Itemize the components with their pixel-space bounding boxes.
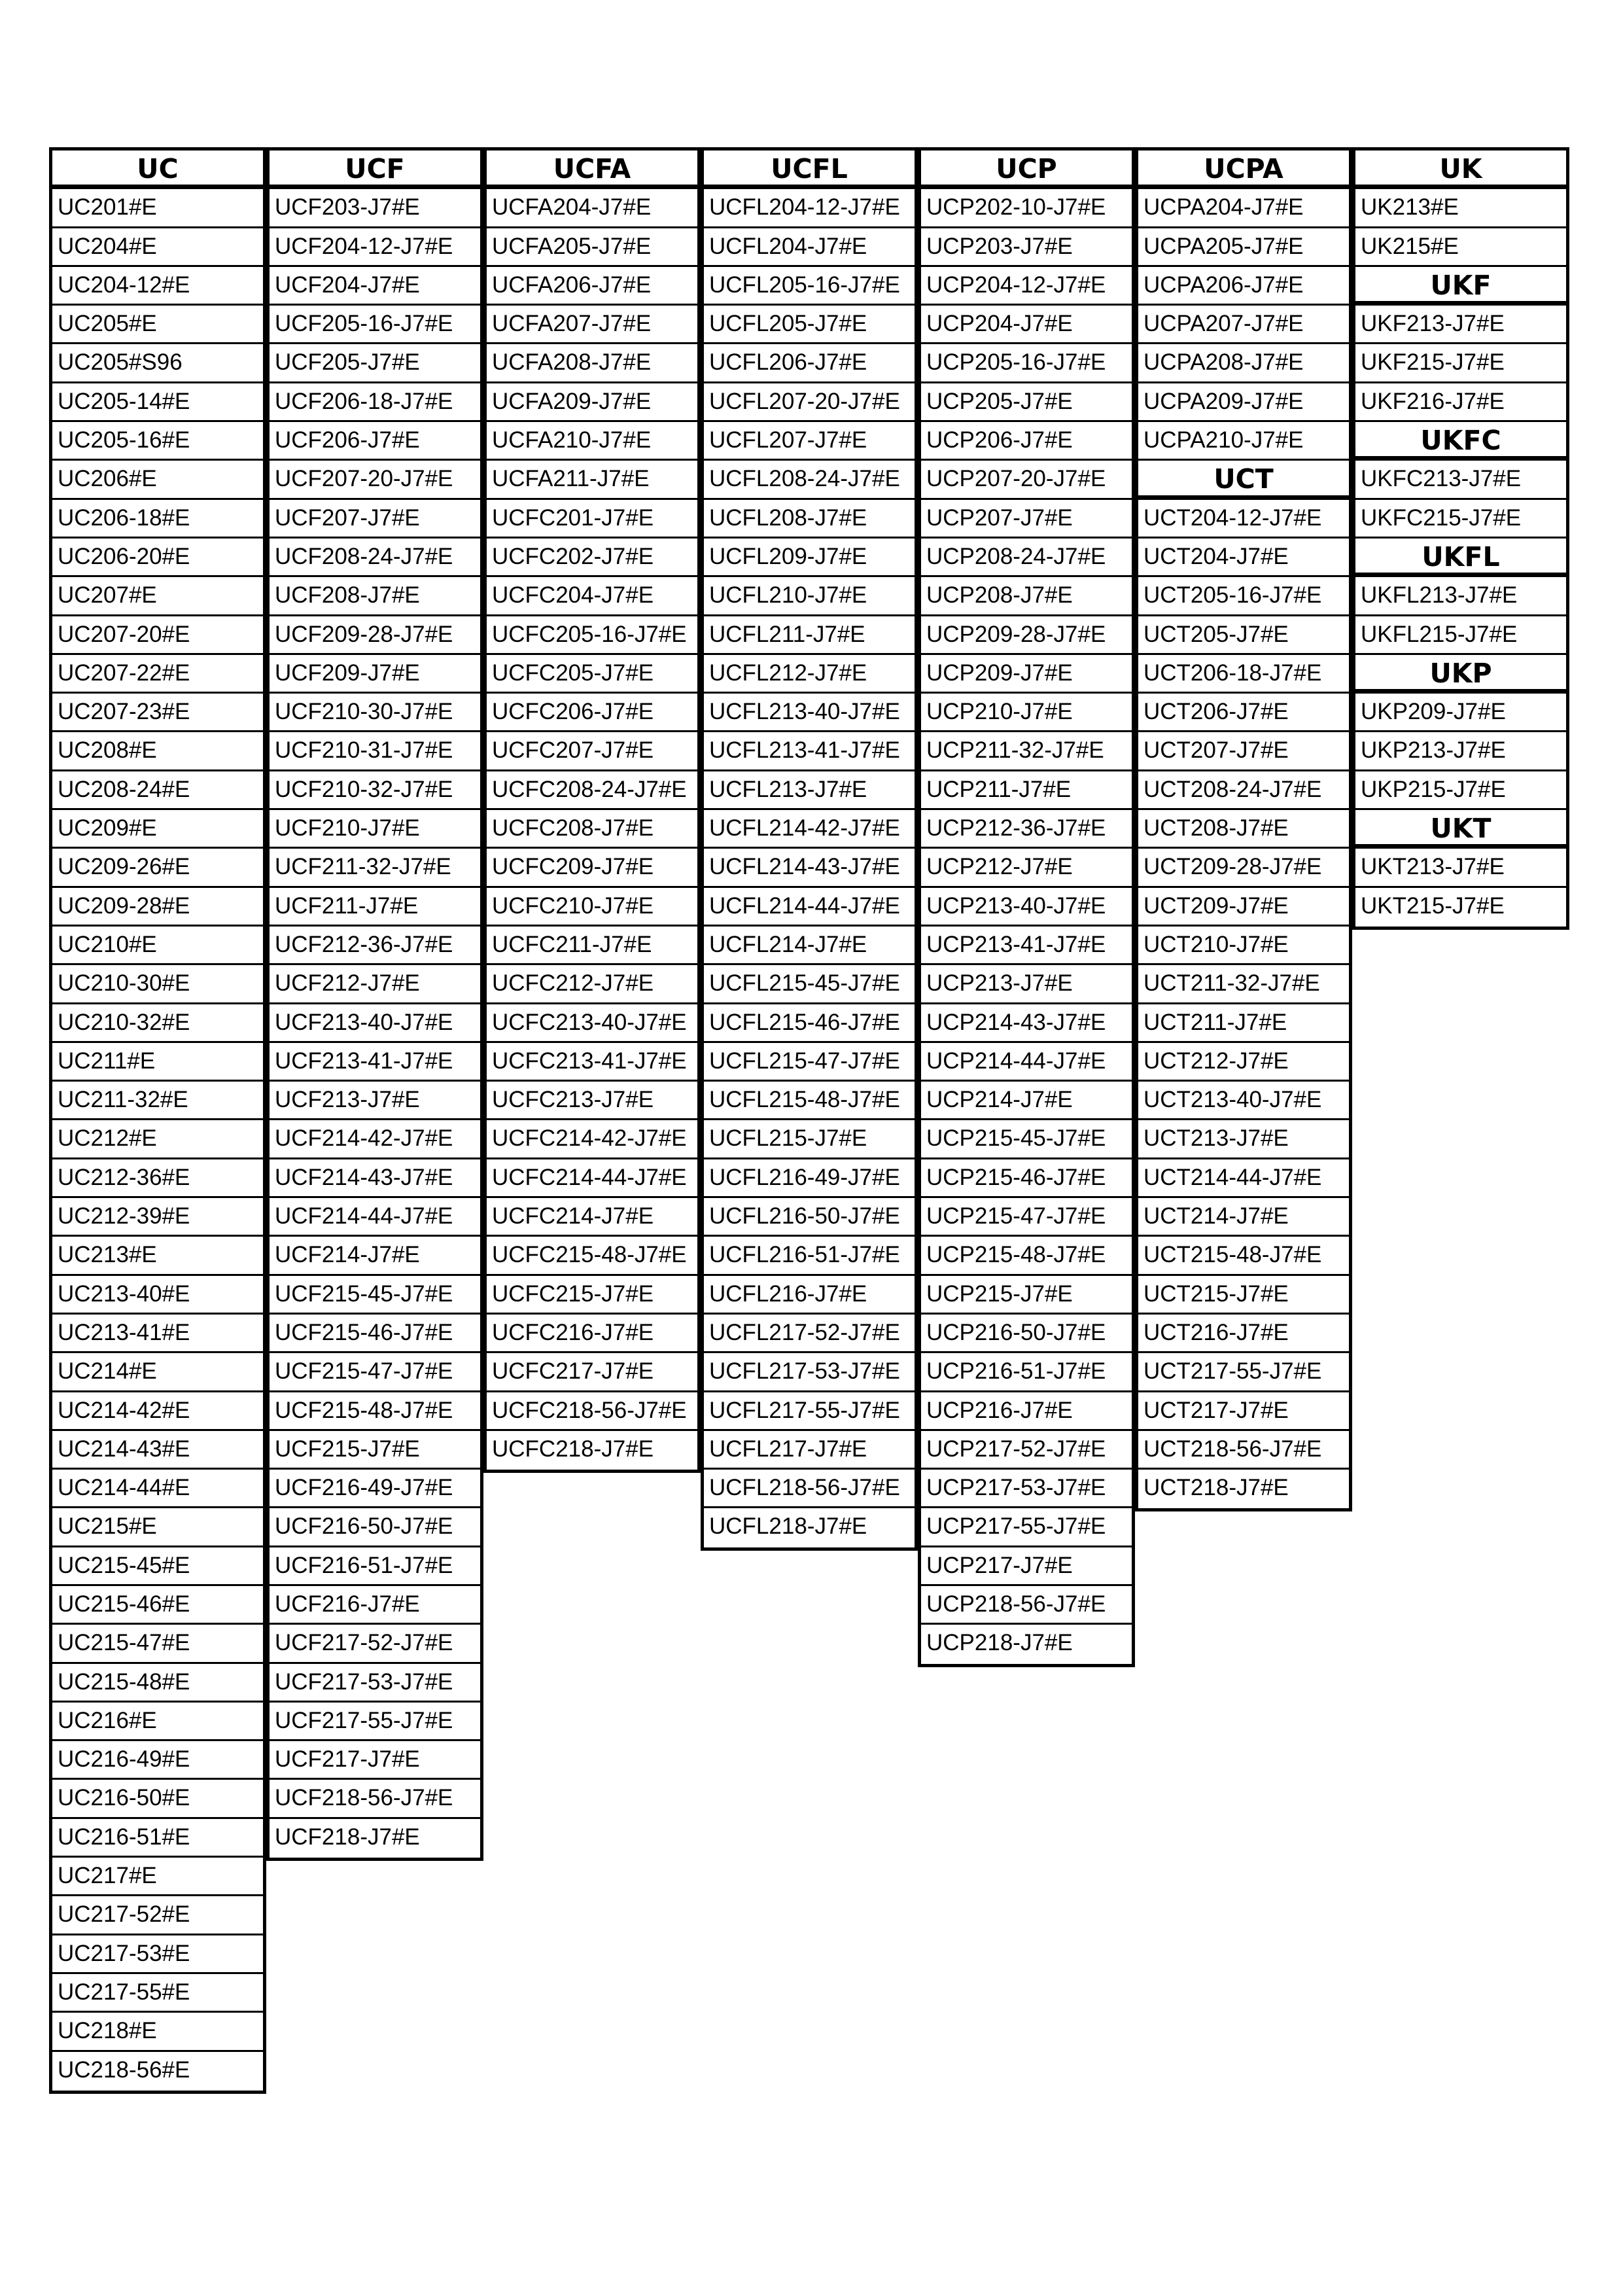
table-cell: UCFA205-J7#E: [487, 228, 697, 267]
table-cell: UCFL213-41-J7#E: [704, 732, 915, 771]
table-cell: UCT211-32-J7#E: [1138, 965, 1349, 1004]
table-cell: UKF216-J7#E: [1355, 383, 1566, 422]
table-cell: UCFC213-J7#E: [487, 1082, 697, 1120]
table-cell: UCFC209-J7#E: [487, 849, 697, 887]
table-cell: UKP215-J7#E: [1355, 771, 1566, 810]
table-cell: UCF213-40-J7#E: [270, 1004, 480, 1043]
table-cell: UCT212-J7#E: [1138, 1043, 1349, 1082]
table-cell: UC215-45#E: [52, 1547, 263, 1586]
table-cell: UCT209-J7#E: [1138, 888, 1349, 927]
section-header: UKFL: [1355, 539, 1566, 577]
table-cell: UC213-40#E: [52, 1276, 263, 1315]
table-cell: UCP214-J7#E: [921, 1082, 1132, 1120]
table-cell: UC204#E: [52, 228, 263, 267]
table-cell: UCF214-44-J7#E: [270, 1198, 480, 1237]
table-cell: UC209#E: [52, 810, 263, 849]
table-cell: UCP217-53-J7#E: [921, 1470, 1132, 1508]
table-cell: UC208#E: [52, 732, 263, 771]
table-cell: UCFC205-16-J7#E: [487, 616, 697, 655]
table-cell: UC218#E: [52, 2013, 263, 2051]
table-cell: UCFL213-40-J7#E: [704, 694, 915, 732]
table-cell: UC214-43#E: [52, 1431, 263, 1470]
table-cell: UCT218-56-J7#E: [1138, 1431, 1349, 1470]
table-cell: UCF216-49-J7#E: [270, 1470, 480, 1508]
table-cell: UCFL215-48-J7#E: [704, 1082, 915, 1120]
table-cell: UCT206-18-J7#E: [1138, 655, 1349, 694]
table-cell: UCF215-46-J7#E: [270, 1315, 480, 1353]
table-cell: UCFL212-J7#E: [704, 655, 915, 694]
table-cell: UKF213-J7#E: [1355, 306, 1566, 344]
table-cell: UCFC217-J7#E: [487, 1353, 697, 1392]
table-cell: UCP206-J7#E: [921, 422, 1132, 461]
column-header: UCF: [270, 150, 480, 189]
table-cell: UCF215-47-J7#E: [270, 1353, 480, 1392]
table-cell: UCFL216-50-J7#E: [704, 1198, 915, 1237]
table-cell: UCFL215-45-J7#E: [704, 965, 915, 1004]
table-cell: UC216-49#E: [52, 1741, 263, 1780]
table-cell: UCF214-J7#E: [270, 1237, 480, 1275]
table-cell: UCT213-J7#E: [1138, 1120, 1349, 1159]
table-cell: UCFL207-J7#E: [704, 422, 915, 461]
table-cell: UCFC206-J7#E: [487, 694, 697, 732]
table-cell: UCFL210-J7#E: [704, 577, 915, 616]
table-cell: UCF211-J7#E: [270, 888, 480, 927]
table-cell: UCT218-J7#E: [1143, 1475, 1289, 1501]
table-cell: UCFC214-44-J7#E: [487, 1159, 697, 1198]
table-cell: UCFL206-J7#E: [704, 344, 915, 383]
table-cell: UCF213-41-J7#E: [270, 1043, 480, 1082]
table-cell: UCP209-28-J7#E: [921, 616, 1132, 655]
table-cell: UCF206-18-J7#E: [270, 383, 480, 422]
table-cell: UCP218-J7#E: [926, 1630, 1073, 1656]
table-cell: UC205-14#E: [52, 383, 263, 422]
table-cell: UCFC218-56-J7#E: [487, 1392, 697, 1431]
table-cell: UCFL214-42-J7#E: [704, 810, 915, 849]
table-cell: UCPA208-J7#E: [1138, 344, 1349, 383]
table-cell: UCT217-J7#E: [1138, 1392, 1349, 1431]
table-cell: UCP218-56-J7#E: [921, 1586, 1132, 1625]
table-cell: UCF206-J7#E: [270, 422, 480, 461]
table-cell: UCFA209-J7#E: [487, 383, 697, 422]
table-cell: UKT215-J7#E: [1361, 892, 1505, 919]
table-cell: UCFA211-J7#E: [487, 461, 697, 499]
table-cell: UCFC215-48-J7#E: [487, 1237, 697, 1275]
table-cell: UCPA207-J7#E: [1138, 306, 1349, 344]
table-cell: UKP209-J7#E: [1355, 694, 1566, 732]
table-cell: UCT208-24-J7#E: [1138, 771, 1349, 810]
table-cell: UC204-12#E: [52, 267, 263, 306]
table-cell: UC206-20#E: [52, 539, 263, 577]
table-cell: UCFC213-40-J7#E: [487, 1004, 697, 1043]
table-cell: UCP216-J7#E: [921, 1392, 1132, 1431]
table-cell: UCT204-12-J7#E: [1138, 500, 1349, 539]
column-header: UC: [52, 150, 263, 189]
table-cell: UCFL215-46-J7#E: [704, 1004, 915, 1043]
table-cell: UCPA205-J7#E: [1138, 228, 1349, 267]
table-cell: UC214-42#E: [52, 1392, 263, 1431]
table-cell: UCP208-J7#E: [921, 577, 1132, 616]
table-cell: UCFL209-J7#E: [704, 539, 915, 577]
table-cell: UCPA209-J7#E: [1138, 383, 1349, 422]
table-cell: UCT208-J7#E: [1138, 810, 1349, 849]
table-cell: UCFC218-J7#E: [492, 1436, 654, 1462]
table-cell: UCFL214-43-J7#E: [704, 849, 915, 887]
table-cell: UC214-44#E: [52, 1470, 263, 1508]
table-cell: UCF218-56-J7#E: [270, 1780, 480, 1818]
table-cell: UCFA208-J7#E: [487, 344, 697, 383]
column-ucf: [266, 147, 483, 1861]
table-cell: UCPA204-J7#E: [1138, 189, 1349, 228]
table-cell: UCP202-10-J7#E: [921, 189, 1132, 228]
table-cell: UC215-47#E: [52, 1625, 263, 1663]
table-cell: UCF204-12-J7#E: [270, 228, 480, 267]
table-cell: UCP212-36-J7#E: [921, 810, 1132, 849]
table-cell: UC205#E: [52, 306, 263, 344]
table-cell: UCT217-55-J7#E: [1138, 1353, 1349, 1392]
table-cell: UCF217-J7#E: [270, 1741, 480, 1780]
table-cell: UCFL204-J7#E: [704, 228, 915, 267]
table-cell: UC212-39#E: [52, 1198, 263, 1237]
table-cell: UCFL204-12-J7#E: [704, 189, 915, 228]
column-ucfa: [483, 147, 701, 1473]
column-uc: [49, 147, 266, 2094]
table-cell: UKFC213-J7#E: [1355, 461, 1566, 499]
table-cell: UCF215-45-J7#E: [270, 1276, 480, 1315]
table-cell: UC217-55#E: [52, 1974, 263, 2013]
table-cell: UC217-52#E: [52, 1896, 263, 1935]
table-cell: UCF208-J7#E: [270, 577, 480, 616]
table-cell: UCF207-J7#E: [270, 500, 480, 539]
table-cell: UCF217-52-J7#E: [270, 1625, 480, 1663]
table-cell: UC205-16#E: [52, 422, 263, 461]
table-cell: UCPA206-J7#E: [1138, 267, 1349, 306]
table-cell: UC217#E: [52, 1858, 263, 1896]
table-cell: UCF210-32-J7#E: [270, 771, 480, 810]
table-cell: UCP214-44-J7#E: [921, 1043, 1132, 1082]
table-cell: UCP204-12-J7#E: [921, 267, 1132, 306]
table-cell: UCT214-44-J7#E: [1138, 1159, 1349, 1198]
table-cell: UCT211-J7#E: [1138, 1004, 1349, 1043]
table-cell: UCFC208-24-J7#E: [487, 771, 697, 810]
table-cell: UCP203-J7#E: [921, 228, 1132, 267]
table-cell: UCFC214-J7#E: [487, 1198, 697, 1237]
table-cell: UCFL214-J7#E: [704, 927, 915, 965]
table-cell: UCFC204-J7#E: [487, 577, 697, 616]
table-cell: UCFC215-J7#E: [487, 1276, 697, 1315]
table-cell: UC217-53#E: [52, 1935, 263, 1974]
table-cell: UCF215-J7#E: [270, 1431, 480, 1470]
table-cell: UCP217-55-J7#E: [921, 1508, 1132, 1547]
table-cell: UCP215-47-J7#E: [921, 1198, 1132, 1237]
table-cell: UCFL205-16-J7#E: [704, 267, 915, 306]
table-cell: UCP208-24-J7#E: [921, 539, 1132, 577]
table-cell: UCFA206-J7#E: [487, 267, 697, 306]
column-header: UCFA: [487, 150, 697, 189]
table-cell: UCFC213-41-J7#E: [487, 1043, 697, 1082]
table-cell: UCP213-J7#E: [921, 965, 1132, 1004]
table-cell: UC207#E: [52, 577, 263, 616]
table-cell: UCFC207-J7#E: [487, 732, 697, 771]
table-cell: UCFL217-55-J7#E: [704, 1392, 915, 1431]
table-cell: UCFL208-J7#E: [704, 500, 915, 539]
column-ucp: [918, 147, 1135, 1667]
table-cell: UK215#E: [1355, 228, 1566, 267]
table-cell: UCP205-J7#E: [921, 383, 1132, 422]
table-cell: UCFC202-J7#E: [487, 539, 697, 577]
table-cell: UCFC211-J7#E: [487, 927, 697, 965]
table-cell: UCT204-J7#E: [1138, 539, 1349, 577]
table-cell: UCF213-J7#E: [270, 1082, 480, 1120]
table-cell: UCP211-32-J7#E: [921, 732, 1132, 771]
table-cell: UC210-32#E: [52, 1004, 263, 1043]
table-cell: UC210-30#E: [52, 965, 263, 1004]
table-cell: UCF215-48-J7#E: [270, 1392, 480, 1431]
table-cell: UKP213-J7#E: [1355, 732, 1566, 771]
table-cell: UCF212-36-J7#E: [270, 927, 480, 965]
table-cell: UCF207-20-J7#E: [270, 461, 480, 499]
table-cell: UCPA210-J7#E: [1138, 422, 1349, 461]
table-cell: UCF204-J7#E: [270, 267, 480, 306]
table-cell: UC215#E: [52, 1508, 263, 1547]
table-cell: UCF212-J7#E: [270, 965, 480, 1004]
table-cell: UC215-48#E: [52, 1664, 263, 1703]
table-cell: UCT215-48-J7#E: [1138, 1237, 1349, 1275]
table-cell: UC206-18#E: [52, 500, 263, 539]
table-cell: UCFL213-J7#E: [704, 771, 915, 810]
table-cell: UCFL207-20-J7#E: [704, 383, 915, 422]
table-cell: UC209-26#E: [52, 849, 263, 887]
table-cell: UCP213-40-J7#E: [921, 888, 1132, 927]
table-cell: UCT213-40-J7#E: [1138, 1082, 1349, 1120]
column-header: UCPA: [1138, 150, 1349, 189]
table-cell: UCF211-32-J7#E: [270, 849, 480, 887]
table-cell: UCP213-41-J7#E: [921, 927, 1132, 965]
table-cell: UC212-36#E: [52, 1159, 263, 1198]
table-cell: UC207-22#E: [52, 655, 263, 694]
table-cell: UCT215-J7#E: [1138, 1276, 1349, 1315]
table-cell: UCFL215-J7#E: [704, 1120, 915, 1159]
column-header: UCP: [921, 150, 1132, 189]
table-cell: UCF217-53-J7#E: [270, 1664, 480, 1703]
table-cell: UCP215-J7#E: [921, 1276, 1132, 1315]
table-cell: UCT207-J7#E: [1138, 732, 1349, 771]
table-cell: UCF203-J7#E: [270, 189, 480, 228]
table-cell: UC207-23#E: [52, 694, 263, 732]
table-cell: UCF210-30-J7#E: [270, 694, 480, 732]
table-cell: UCP207-20-J7#E: [921, 461, 1132, 499]
table-cell: UC211-32#E: [52, 1082, 263, 1120]
table-cell: UCFL211-J7#E: [704, 616, 915, 655]
table-cell: UCT209-28-J7#E: [1138, 849, 1349, 887]
table-cell: UC209-28#E: [52, 888, 263, 927]
table-cell: UCFC214-42-J7#E: [487, 1120, 697, 1159]
table-cell: UCP217-J7#E: [921, 1547, 1132, 1586]
table-cell: UKF215-J7#E: [1355, 344, 1566, 383]
table-cell: UC205#S96: [52, 344, 263, 383]
table-cell: UCFC208-J7#E: [487, 810, 697, 849]
table-cell: UCFA204-J7#E: [487, 189, 697, 228]
table-cell: UCFL217-J7#E: [704, 1431, 915, 1470]
table-cell: UCF217-55-J7#E: [270, 1703, 480, 1741]
table-cell: UCP216-51-J7#E: [921, 1353, 1132, 1392]
table-cell: UCT216-J7#E: [1138, 1315, 1349, 1353]
section-header: UKFC: [1355, 422, 1566, 461]
table-cell: UCF214-43-J7#E: [270, 1159, 480, 1198]
table-cell: UCF216-50-J7#E: [270, 1508, 480, 1547]
table-cell: UC216-51#E: [52, 1819, 263, 1858]
table-cell: UCFL215-47-J7#E: [704, 1043, 915, 1082]
table-cell: UCFL214-44-J7#E: [704, 888, 915, 927]
table-cell: UCT210-J7#E: [1138, 927, 1349, 965]
table-cell: UCFL208-24-J7#E: [704, 461, 915, 499]
table-cell: UC216#E: [52, 1703, 263, 1741]
table-cell: UCP215-48-J7#E: [921, 1237, 1132, 1275]
table-cell: UCFL216-51-J7#E: [704, 1237, 915, 1275]
table-cell: UCP215-46-J7#E: [921, 1159, 1132, 1198]
table-cell: UCFA210-J7#E: [487, 422, 697, 461]
table-cell: UCFA207-J7#E: [487, 306, 697, 344]
table-cell: UCF216-J7#E: [270, 1586, 480, 1625]
table-cell: UCFC210-J7#E: [487, 888, 697, 927]
table-cell: UC201#E: [52, 189, 263, 228]
table-cell: UKFC215-J7#E: [1355, 500, 1566, 539]
table-cell: UCP207-J7#E: [921, 500, 1132, 539]
table-cell: UC206#E: [52, 461, 263, 499]
table-cell: UCFC205-J7#E: [487, 655, 697, 694]
section-header: UCT: [1138, 461, 1349, 499]
table-cell: UKFL215-J7#E: [1355, 616, 1566, 655]
table-cell: UKFL213-J7#E: [1355, 577, 1566, 616]
table-cell: UCF209-28-J7#E: [270, 616, 480, 655]
table-cell: UC216-50#E: [52, 1780, 263, 1818]
table-cell: UC214#E: [52, 1353, 263, 1392]
table-cell: UCFC201-J7#E: [487, 500, 697, 539]
table-cell: UCF209-J7#E: [270, 655, 480, 694]
table-cell: UCT214-J7#E: [1138, 1198, 1349, 1237]
table-cell: UCFL217-53-J7#E: [704, 1353, 915, 1392]
table-cell: UCF218-J7#E: [275, 1824, 420, 1850]
section-header: UKF: [1355, 267, 1566, 306]
table-cell: UCT205-16-J7#E: [1138, 577, 1349, 616]
table-cell: UCP211-J7#E: [921, 771, 1132, 810]
table-cell: UCFC212-J7#E: [487, 965, 697, 1004]
table-cell: UCP205-16-J7#E: [921, 344, 1132, 383]
table-cell: UCF205-16-J7#E: [270, 306, 480, 344]
table-cell: UC207-20#E: [52, 616, 263, 655]
table-cell: UCF208-24-J7#E: [270, 539, 480, 577]
table-cell: UCFL217-52-J7#E: [704, 1315, 915, 1353]
table-cell: UC215-46#E: [52, 1586, 263, 1625]
table-cell: UC212#E: [52, 1120, 263, 1159]
table-cell: UCP210-J7#E: [921, 694, 1132, 732]
table-cell: UC213#E: [52, 1237, 263, 1275]
table-cell: UC218-56#E: [58, 2057, 190, 2083]
table-cell: UCFL218-J7#E: [709, 1513, 867, 1540]
column-ucpa: [1135, 147, 1352, 1511]
table-cell: UCFC216-J7#E: [487, 1315, 697, 1353]
table-cell: UCP217-52-J7#E: [921, 1431, 1132, 1470]
table-cell: UCF214-42-J7#E: [270, 1120, 480, 1159]
column-uk: [1352, 147, 1569, 930]
table-cell: UCF210-31-J7#E: [270, 732, 480, 771]
table-cell: UK213#E: [1355, 189, 1566, 228]
table-cell: UC213-41#E: [52, 1315, 263, 1353]
column-header: UCFL: [704, 150, 915, 189]
table-cell: UCFL205-J7#E: [704, 306, 915, 344]
table-cell: UCP209-J7#E: [921, 655, 1132, 694]
column-ucfl: [701, 147, 918, 1551]
table-cell: UCFL216-J7#E: [704, 1276, 915, 1315]
table-cell: UCFL216-49-J7#E: [704, 1159, 915, 1198]
table-cell: UCF216-51-J7#E: [270, 1547, 480, 1586]
table-cell: UCP214-43-J7#E: [921, 1004, 1132, 1043]
table-cell: UC208-24#E: [52, 771, 263, 810]
table-cell: UCP216-50-J7#E: [921, 1315, 1132, 1353]
table-cell: UCF210-J7#E: [270, 810, 480, 849]
table-cell: UCFL218-56-J7#E: [704, 1470, 915, 1508]
table-cell: UCP215-45-J7#E: [921, 1120, 1132, 1159]
section-header: UKT: [1355, 810, 1566, 849]
table-cell: UCT205-J7#E: [1138, 616, 1349, 655]
column-header: UK: [1355, 150, 1566, 189]
table-cell: UKT213-J7#E: [1355, 849, 1566, 887]
table-cell: UCP212-J7#E: [921, 849, 1132, 887]
table-cell: UC211#E: [52, 1043, 263, 1082]
table-cell: UC210#E: [52, 927, 263, 965]
section-header: UKP: [1355, 655, 1566, 694]
table-cell: UCP204-J7#E: [921, 306, 1132, 344]
table-cell: UCF205-J7#E: [270, 344, 480, 383]
table-cell: UCT206-J7#E: [1138, 694, 1349, 732]
